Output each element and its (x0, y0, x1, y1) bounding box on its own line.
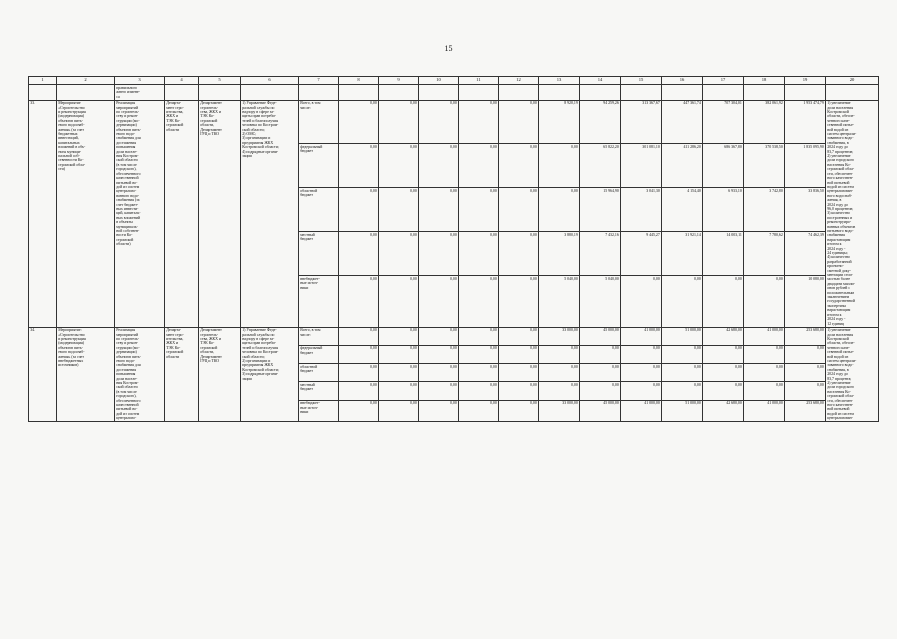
empty-cell (57, 85, 115, 100)
funding-value: 0,00 (419, 382, 459, 400)
page-number: 15 (444, 44, 453, 53)
empty-cell (826, 85, 879, 100)
funding-value: 9 445,27 (621, 232, 662, 276)
column-numbers-row (29, 77, 879, 85)
funding-value: 0,00 (379, 144, 419, 188)
funding-value: 382 061,92 (744, 100, 785, 144)
funding-value: 0,00 (459, 188, 499, 232)
empty-cell (299, 85, 339, 100)
event-name: Мероприятие: «Строительство и реконструкция (модернизация) объектов пить- евого водоснаб- жения» (за счет внебюджетных источников) (57, 327, 115, 422)
funding-value: 0,00 (499, 382, 539, 400)
funding-source: местный бюджет (299, 382, 339, 400)
column-number: 20 (826, 77, 879, 85)
funding-value: 65 822,20 (580, 144, 621, 188)
funding-value: 10 080,00 (785, 276, 826, 327)
responsible-executor: Департа- мент стро- ительства, ЖКХ и ТЭК Ко- стромской области (165, 100, 199, 327)
column-number: 7 (299, 77, 339, 85)
funding-value: 41 000,00 (744, 400, 785, 421)
column-number: 5 (199, 77, 241, 85)
funding-value: 33 000,00 (539, 327, 580, 345)
funding-value: 0,00 (499, 144, 539, 188)
funding-value: 0,00 (379, 364, 419, 382)
funding-value: 0,00 (459, 232, 499, 276)
funding-value: 8 920,19 (539, 100, 580, 144)
funding-value: 0,00 (499, 188, 539, 232)
funding-value: 0,00 (539, 382, 580, 400)
funding-value: 51 000,00 (662, 400, 703, 421)
funding-value: 0,00 (703, 345, 744, 363)
column-number: 4 (165, 77, 199, 85)
column-number: 1 (29, 77, 57, 85)
funding-value: 0,00 (379, 345, 419, 363)
funding-value: 3 742,80 (744, 188, 785, 232)
funding-value: 14 003,11 (703, 232, 744, 276)
funding-value: 0,00 (459, 144, 499, 188)
row-number: 34. (29, 327, 57, 422)
funding-value: 74 462,39 (785, 232, 826, 276)
column-number: 14 (580, 77, 621, 85)
empty-cell (662, 85, 703, 100)
funding-value: 3 880,19 (539, 232, 580, 276)
funding-value: 0,00 (621, 276, 662, 327)
funding-value: 0,00 (499, 232, 539, 276)
funding-source: Всего, в том числе: (299, 100, 339, 144)
funding-value: 0,00 (379, 188, 419, 232)
funding-value: 707 304,01 (703, 100, 744, 144)
funding-value: 0,00 (744, 364, 785, 382)
funding-value: 42 680,00 (703, 400, 744, 421)
funding-value: 0,00 (379, 100, 419, 144)
funding-value: 370 538,50 (744, 144, 785, 188)
funding-value: 0,00 (785, 364, 826, 382)
funding-value: 0,00 (459, 400, 499, 421)
funding-value: 0,00 (662, 382, 703, 400)
funding-value: 447 361,74 (662, 100, 703, 144)
funding-value: 0,00 (499, 364, 539, 382)
funding-value: 1 953 474,79 (785, 100, 826, 144)
expected-result: 1) увеличение доли населения Костромской области, обеспе- ченного каче- ственной питье- вой водой из систем централи- зованного водо- снабжения, в 2024 году до 83,7 процентов; 2) увеличение доли городского населения Ко- стромской обла- сти, обеспечен- ного качествен- ной питьевой водой из систем централизован- ного водоснаб- жения, в 2024 году до 96,0 процентов; 3) количество построенных и реконструиро- ванных объектов питьевого водо- снабжения нарастающим итогом к 2024 году - 24 единицы; 4) количество разработанной проектно- сметной доку- ментации стои- мостью более двадцати милли- онов рублей с положительным заключением государственной экспертизы нарастающим итогом к 2024 году - 12 единиц (826, 100, 879, 327)
event-goal: Реализация мероприятий по строитель- ству и рекон- струкции (мо- дернизации) объектов пить- евого водо- снабжения для достижения повышения доли населе- ния Костром- ской области (в том числе городского), обеспеченного качественной питьевой во- дой из систем централизо- ванного водо- снабжения (за счет бюджет- ных инвести- ций, капиталь- ных вложений в объекты муниципаль- ной собствен- ности Ко- стромской области) (115, 100, 165, 327)
funding-value: 0,00 (459, 345, 499, 363)
funding-value: 0,00 (703, 276, 744, 327)
column-number: 2 (57, 77, 115, 85)
column-number: 13 (539, 77, 580, 85)
funding-value: 33 000,00 (539, 400, 580, 421)
funding-value: 0,00 (580, 345, 621, 363)
funding-value: 0,00 (539, 144, 580, 188)
funding-value: 0,00 (539, 188, 580, 232)
funding-value: 0,00 (339, 144, 379, 188)
funding-value: 15 964,90 (580, 188, 621, 232)
funding-value: 0,00 (499, 276, 539, 327)
program-table (28, 76, 879, 422)
funding-value: 0,00 (419, 100, 459, 144)
funding-value: 0,00 (339, 345, 379, 363)
funding-value: 41 000,00 (621, 327, 662, 345)
empty-cell (165, 85, 199, 100)
column-number: 18 (744, 77, 785, 85)
funding-value: 0,00 (379, 327, 419, 345)
funding-value: 0,00 (419, 327, 459, 345)
column-number: 3 (115, 77, 165, 85)
empty-cell (703, 85, 744, 100)
funding-value: 0,00 (459, 364, 499, 382)
funding-value: 6 933,10 (703, 188, 744, 232)
participants: 1) Управление Феде- ральной службы по надзору в сфере за- щиты прав потреби- телей и благополучия человека по Костром- ской области; 2) ОМС; 3) организации и предприятия ЖКХ Костромской области; 4) подрядные органи- зации (241, 100, 299, 327)
funding-value: 0,00 (499, 100, 539, 144)
funding-value: 0,00 (499, 327, 539, 345)
funding-value: 0,00 (379, 276, 419, 327)
column-number: 17 (703, 77, 744, 85)
funding-value: 0,00 (379, 382, 419, 400)
continuation-row (29, 85, 879, 100)
funding-value: 0,00 (339, 232, 379, 276)
funding-value: 5 040,00 (580, 276, 621, 327)
funding-value: 0,00 (339, 100, 379, 144)
funding-value: 33 836,50 (785, 188, 826, 232)
empty-cell (785, 85, 826, 100)
funding-value: 0,00 (662, 345, 703, 363)
funding-source: областной бюджет (299, 364, 339, 382)
column-number: 12 (499, 77, 539, 85)
empty-cell (241, 85, 299, 100)
funding-value: 0,00 (459, 327, 499, 345)
empty-cell (379, 85, 419, 100)
funding-value: 0,00 (703, 364, 744, 382)
funding-value: 253 680,00 (785, 327, 826, 345)
empty-cell (744, 85, 785, 100)
funding-value: 0,00 (499, 345, 539, 363)
funding-source: Всего, в том числе: (299, 327, 339, 345)
funding-value: 0,00 (419, 188, 459, 232)
funding-value: 0,00 (539, 345, 580, 363)
funding-value: 0,00 (744, 345, 785, 363)
funding-value: 0,00 (703, 382, 744, 400)
funding-value: 0,00 (580, 364, 621, 382)
funding-source: внебюджет- ные источ- ники (299, 400, 339, 421)
funding-value: 0,00 (379, 400, 419, 421)
funding-value: 0,00 (419, 144, 459, 188)
funding-value: 0,00 (459, 276, 499, 327)
column-number: 6 (241, 77, 299, 85)
funding-value: 0,00 (621, 382, 662, 400)
empty-cell (539, 85, 580, 100)
column-number: 16 (662, 77, 703, 85)
funding-value: 0,00 (379, 232, 419, 276)
funding-value: 7 432,16 (580, 232, 621, 276)
empty-cell (339, 85, 379, 100)
co-executor: Департамент строитель- ства, ЖКХ и ТЭК Ко- стромской области, Департамент ГРЦ и ТКО (199, 327, 241, 422)
co-executor: Департамент строитель- ства, ЖКХ и ТЭК Ко- стромской области, Департамент ГРЦ и ТКО (199, 100, 241, 327)
funding-value: 3 041,30 (621, 188, 662, 232)
empty-cell (419, 85, 459, 100)
funding-value: 45 000,00 (580, 400, 621, 421)
column-number: 10 (419, 77, 459, 85)
funding-value: 411 286,20 (662, 144, 703, 188)
funding-value: 253 680,00 (785, 400, 826, 421)
funding-value: 51 000,00 (662, 327, 703, 345)
column-number: 11 (459, 77, 499, 85)
funding-value: 0,00 (339, 188, 379, 232)
table-row (29, 327, 879, 345)
funding-value: 0,00 (744, 382, 785, 400)
funding-value: 313 367,67 (621, 100, 662, 144)
participants: 1) Управление Феде- ральной службы по надзору в сфере за- щиты прав потреби- телей и благополучия человека по Костром- ской области; 2) организации и предприятия ЖКХ Костромской области; 3) подрядные органи- зации (241, 327, 299, 422)
funding-value: 0,00 (459, 100, 499, 144)
table-row (29, 100, 879, 144)
funding-value: 4 154,40 (662, 188, 703, 232)
funding-value: 686 367,80 (703, 144, 744, 188)
funding-value: 0,00 (662, 364, 703, 382)
funding-value: 0,00 (744, 276, 785, 327)
funding-value: 5 040,00 (539, 276, 580, 327)
funding-value: 0,00 (419, 276, 459, 327)
event-name: Мероприятие «Строительство и реконструкция (модернизация) объектов пить- евого водоснаб- жения» (за счет бюджетных инвестиций, капитальных вложений в объ- екты муници- пальной соб- ственности Ко- стромской обла- сти) (57, 100, 115, 327)
funding-value: 301 081,10 (621, 144, 662, 188)
empty-cell (580, 85, 621, 100)
funding-value: 0,00 (339, 276, 379, 327)
funding-value: 0,00 (621, 345, 662, 363)
funding-source: федеральный бюджет (299, 144, 339, 188)
column-number: 9 (379, 77, 419, 85)
column-number: 15 (621, 77, 662, 85)
funding-value: 45 000,00 (580, 327, 621, 345)
continuation-text: правильного жнего измене- са (115, 85, 165, 100)
event-goal: Реализация мероприятий по строитель- ству и рекон- струкции (мо- дернизации) объектов пить- евого водо- снабжения для достижения повышения доли населе- ния Костром- ской области (в том числе городского), обеспеченного качественной питьевой во- дой из систем централизо- (115, 327, 165, 422)
empty-cell (199, 85, 241, 100)
empty-cell (499, 85, 539, 100)
funding-value: 0,00 (419, 232, 459, 276)
funding-value: 0,00 (419, 364, 459, 382)
funding-value: 7 780,62 (744, 232, 785, 276)
funding-value: 41 000,00 (744, 327, 785, 345)
funding-value: 0,00 (621, 364, 662, 382)
funding-value: 42 680,00 (703, 327, 744, 345)
empty-cell (459, 85, 499, 100)
funding-value: 0,00 (539, 364, 580, 382)
funding-value: 0,00 (339, 364, 379, 382)
funding-value: 0,00 (419, 345, 459, 363)
funding-value: 1 835 095,90 (785, 144, 826, 188)
funding-value: 0,00 (459, 382, 499, 400)
funding-value: 94 259,26 (580, 100, 621, 144)
funding-source: федеральный бюджет (299, 345, 339, 363)
expected-result: 1) увеличение доли населения Костромской области, обеспе- ченного каче- ственной питье- вой водой из систем централи- зованного водо- снабжения, в 2024 году до 83,7 процента; 2) увеличение доли городского населения Ко- стромской обла- сти, обеспечен- ного качествен- ной питьевой водой из систем централизован- (826, 327, 879, 422)
funding-value: 41 000,00 (621, 400, 662, 421)
funding-source: областной бюджет (299, 188, 339, 232)
funding-source: внебюджет- ные источ- ники (299, 276, 339, 327)
responsible-executor: Департа- мент стро- ительства, ЖКХ и ТЭК Ко- стромской области (165, 327, 199, 422)
empty-cell (29, 85, 57, 100)
funding-value: 0,00 (785, 345, 826, 363)
funding-value: 0,00 (662, 276, 703, 327)
funding-value: 0,00 (419, 400, 459, 421)
empty-cell (621, 85, 662, 100)
row-number: 33. (29, 100, 57, 327)
funding-value: 0,00 (580, 382, 621, 400)
funding-value: 0,00 (339, 382, 379, 400)
column-number: 8 (339, 77, 379, 85)
funding-value: 31 921,14 (662, 232, 703, 276)
funding-value: 0,00 (339, 327, 379, 345)
column-number: 19 (785, 77, 826, 85)
funding-value: 0,00 (339, 400, 379, 421)
funding-value: 0,00 (785, 382, 826, 400)
funding-value: 0,00 (499, 400, 539, 421)
funding-source: местный бюджет (299, 232, 339, 276)
